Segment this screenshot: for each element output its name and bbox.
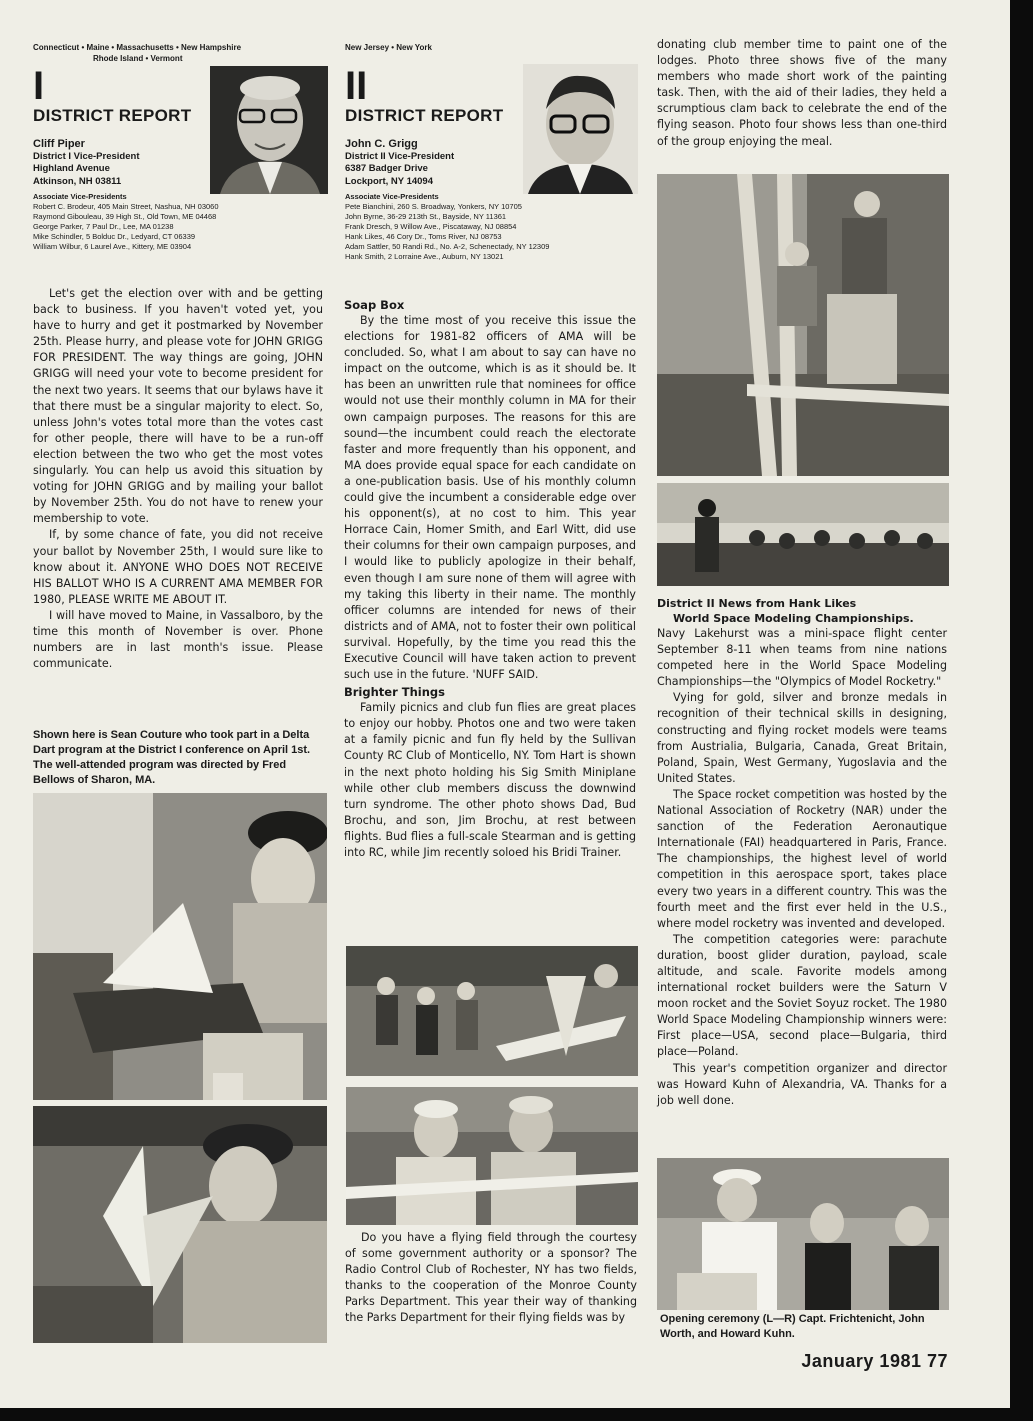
assoc-item: Pete Bianchini, 260 S. Broadway, Yonkers, NY 10705 (345, 202, 522, 211)
paragraph: The competition categories were: parachute duration, boost glider duration, payload, scale altitude, and scale. Favorite models among international rocket builders were the Saturn V moon rocket and the Soviet Soyuz rocket. The 1980 World Space Modeling Championship winners were: First place—USA, second place—Bulgaria, third place—Poland. (657, 932, 947, 1059)
vp-role: District II Vice-President (345, 150, 455, 162)
assoc-item: Frank Dresch, 9 Willow Ave., Piscataway, NJ 08854 (345, 222, 517, 231)
paragraph: The Space rocket competition was hosted by the National Association of Rocketry (NAR) under the sanction of the Federation Aeronautique Internationale (FAI) headquartered in Paris, France. The championships, the highest level of world competition in this aerospace sport, takes place every two years in a different country. This was the fourth meet and the first ever held in the U.S., where model rocketry was invented and developed. (657, 787, 947, 930)
vp-name: Cliff Piper (33, 138, 85, 150)
photo-boy-delta-dart-2 (33, 1106, 327, 1343)
district-2-title: DISTRICT REPORT (345, 106, 504, 125)
photo-caption-sean: Shown here is Sean Couture who took part in a Delta Dart program at the District I conference on April 1st. The well-attended program was directed by Fred Bellows of Sharon, MA. (33, 729, 311, 786)
paragraph: donating club member time to paint one of the lodges. Photo three shows five of the many members who made short work of the painting task. Then, with the aid of their ladies, they held a scrumptious clam back to celebrate the end of the flying season. Photo four shows less than one-third of the group enjoying the meal. (657, 38, 947, 148)
assoc-item: Mike Schindler, 5 Bolduc Dr., Ledyard, CT 06339 (33, 232, 196, 241)
district-2-states: New Jersey • New York (345, 43, 432, 52)
soapbox-heading: Soap Box (344, 298, 405, 312)
photo-brochu (346, 1087, 638, 1225)
assoc-item: Hank Likes, 46 Cory Dr., Toms River, NJ 08753 (345, 232, 502, 241)
assoc-item: Robert C. Brodeur, 405 Main Street, Nashua, NH 03060 (33, 202, 219, 211)
brighter-things-heading: Brighter Things (344, 685, 446, 700)
district-2-body (344, 296, 636, 861)
assoc-list (345, 202, 645, 262)
paragraph: Let's get the election over with and be getting back to business. If you haven't voted yet, you have to hurry and get it postmarked by November 25th. Please hurry, and please vote for JOHN GRIGG FOR PRESIDENT. The way things are going, JOHN GRIGG will need your vote to become president for the next two years. It seems that our bylaws have it that there must be a singular majority to elect. So, unless John's votes total more than the votes cast for other people, there will have to be a run-off election between the two who get the most votes singularly. You can help us avoid this situation by voting for JOHN GRIGG and by mailing your ballot by November 25th. You do not have to renew your membership to vote. (33, 287, 323, 526)
vp-role: District I Vice-President (33, 150, 140, 162)
photo-club-meal (657, 483, 949, 586)
wsmc-heading: World Space Modeling Championships. (673, 612, 914, 625)
paragraph: If, by some chance of fate, you did not receive your ballot by November 25th, I would sure like to know about it. ANYONE WHO DOES NOT RECEIVE HIS BALLOT WHO IS A CURRENT AMA MEMBER FOR 1980, PLEASE WRITE ME ABOUT IT. (33, 528, 323, 606)
district-1-body (33, 286, 323, 672)
assoc-title: Associate Vice-Presidents (345, 192, 439, 201)
paragraph: Vying for gold, silver and bronze medals in recognition of their technical skills in designing, constructing and flying rocket models were teams from Austrialia, Bulgaria, Canada, Great Britain, Poland, Spain, West Germany, Yugoslavia and the United States. (657, 691, 947, 785)
district-2-news-heading: District II News from Hank Likes (657, 597, 857, 610)
district-1-title: DISTRICT REPORT (33, 106, 192, 125)
paragraph: I will have moved to Maine, in Vassalboro, by the time this month of November is over. Phone numbers are in last month's issue. Please communicate. (33, 608, 323, 671)
vp-name: John C. Grigg (345, 138, 418, 150)
vp-address-1: Highland Avenue (33, 163, 110, 174)
assoc-list (33, 202, 328, 252)
assoc-item: Adam Sattler, 50 Randi Rd., No. A-2, Schenectady, NY 12309 (345, 242, 550, 251)
portrait-cliff-piper (210, 66, 328, 194)
paragraph: This year's competition organizer and director was Howard Kuhn of Alexandria, VA. Thanks for a job well done. (657, 1061, 947, 1107)
page-footer-date: January 1981 77 (801, 1351, 948, 1371)
photo-caption-ceremony: Opening ceremony (L—R) Capt. Frichtenicht, John Worth, and Howard Kuhn. (660, 1313, 925, 1340)
district-2-news (657, 594, 947, 1109)
assoc-item: John Byrne, 36-29 213th St., Bayside, NY 11361 (345, 212, 507, 221)
paragraph: Navy Lakehurst was a mini-space flight center September 8-11 when teams from nine nations competed here in the World Space Modeling Championships—the "Olympics of Model Rocketry." (657, 627, 947, 689)
district-1-states-2: Rhode Island • Vermont (93, 54, 183, 63)
col3-top-text (657, 37, 947, 150)
assoc-title: Associate Vice-Presidents (33, 192, 127, 201)
flying-field-text (345, 1230, 637, 1327)
vp-address-2: Atkinson, NH 03811 (33, 175, 122, 187)
photo-fun-fly-1 (346, 946, 638, 1076)
assoc-item: Raymond Gibouleau, 39 High St., Old Town, ME 04468 (33, 212, 217, 221)
assoc-item: George Parker, 7 Paul Dr., Lee, MA 01238 (33, 222, 174, 231)
district-1-states: Connecticut • Maine • Massachusetts • New Hampshire (33, 43, 242, 52)
district-1-numeral: I (33, 64, 45, 108)
assoc-item: William Wilbur, 6 Laurel Ave., Kittery, ME 03904 (33, 242, 192, 251)
assoc-item: Hank Smith, 2 Lorraine Ave., Auburn, NY 13021 (345, 252, 504, 261)
vp-address-1: 6387 Badger Drive (345, 163, 428, 174)
district-2-numeral: II (345, 64, 368, 108)
paragraph: By the time most of you receive this issue the elections for 1981-82 officers of AMA will be concluded. So, what I am about to say can have no impact on the outcome, which is as it should be. It has been an unwritten rule that nominees for office would not use their monthly column in MA for their own campaign purposes. The reasons for this are sound—the incumbent could reach the electorate faster and more frequently than his opponent, and MA does provide equal space for each candidate on a one-publication basis. Use of his monthly column could give the incumbent a considerable edge over his opponent(s), at no cost to him. This year Horrace Cain, Homer Smith, and Earl Witt, did use their columns for their own campaign purposes, and I would like to publicly apologize in their behalf, even though I am sure none of them will agree with my taking this liberty in their name. The monthly officer columns are intended for news of their districts and of AMA, not to foster their own political survival. Hopefully, by the time you read this the Executive Council will have taken action to prevent such use in the future. 'NUFF SAID. (344, 314, 636, 682)
photo-boy-delta-dart-1 (33, 793, 327, 1100)
photo-painting-lodge (657, 174, 949, 476)
vp-address-2: Lockport, NY 14094 (345, 175, 434, 187)
photo-opening-ceremony (657, 1158, 949, 1310)
paragraph: Do you have a flying field through the courtesy of some government authority or a sponsor? The Radio Control Club of Rochester, NY has two fields, thanks to the cooperation of the Monroe County Parks Department. This year their way of thanking the Parks Department for their flying fields was by (345, 1231, 637, 1325)
portrait-john-grigg (523, 64, 638, 194)
paragraph: Family picnics and club fun flies are great places to enjoy our hobby. Photos one and two were taken at a family picnic and fun fly held by the Sullivan County RC Club of Monticello, NY. Tom Hart is shown in the next photo holding his Sig Smith Miniplane while other club members discuss the downwind turn syndrome. The other photo shows Dad, Bud Brochu, and son, Jim Brochu, at rest between flights. Bud flies a full-scale Stearman and is getting into RC, while Jim recently soloed his Bridi Trainer. (344, 701, 636, 859)
